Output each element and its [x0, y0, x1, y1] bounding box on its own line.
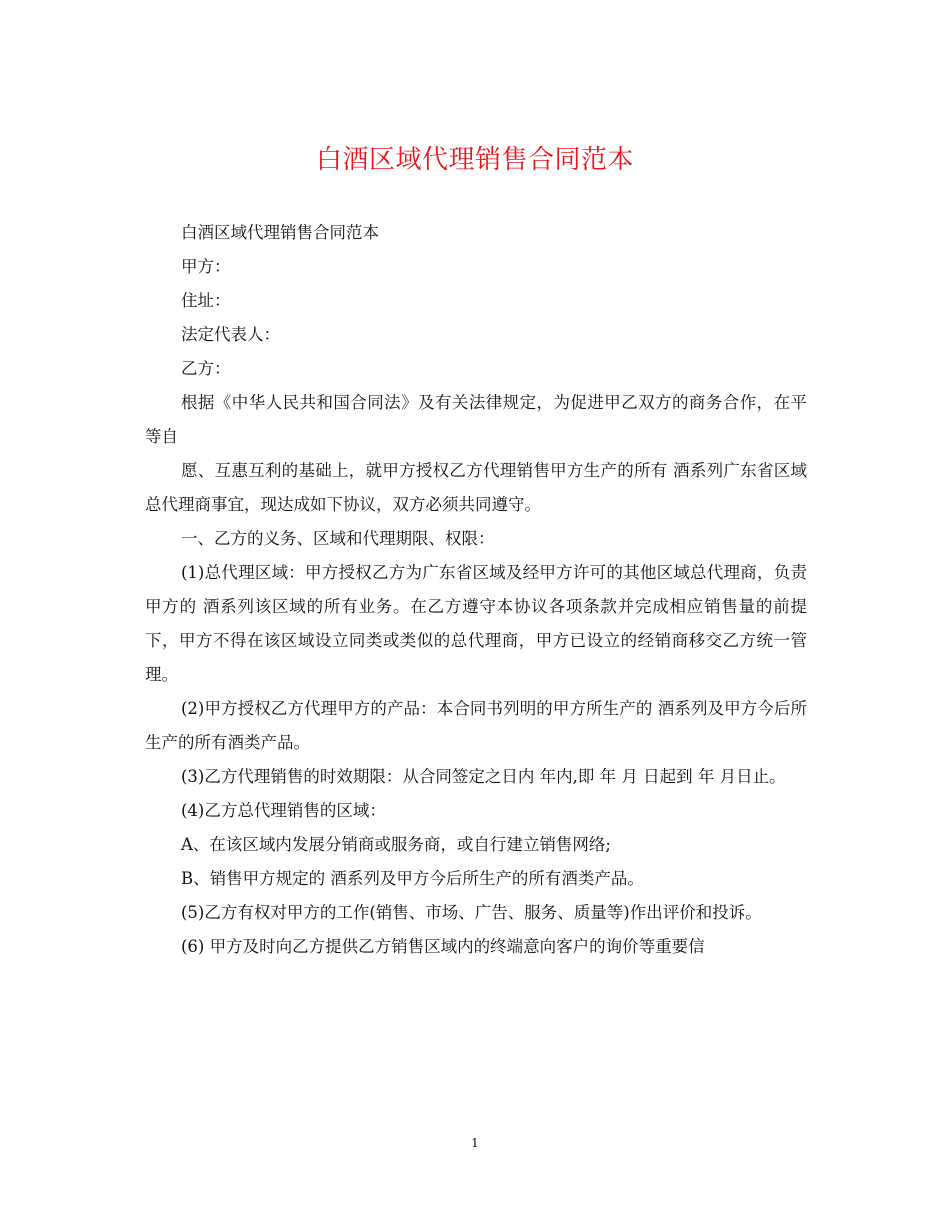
clause-4: (4)乙方总代理销售的区域： — [181, 801, 386, 820]
clause-3: (3)乙方代理销售的时效期限：从合同签定之日内 年内,即 年 月 日起到 年 月日止。 — [181, 767, 786, 786]
paragraph-party-b: 乙方： — [181, 359, 231, 378]
document-title: 白酒区域代理销售合同范本 — [315, 145, 634, 175]
paragraph-party-a: 甲方： — [181, 257, 231, 276]
page-number: 1 — [471, 1136, 479, 1150]
section-heading-1: 一、乙方的义务、区域和代理期限、权限： — [181, 529, 495, 548]
clause-5: (5)乙方有权对甲方的工作(销售、市场、广告、服务、质量等)作出评价和投诉。 — [181, 903, 762, 922]
clause-4-item-b: B、销售甲方规定的 酒系列及甲方今后所生产的所有酒类产品。 — [181, 869, 644, 888]
clause-1: (1)总代理区域：甲方授权乙方为广东省区域及经甲方许可的其他区域总代理商，负责甲方的 酒系列该区域的所有业务。在乙方遵守本协议各项条款并完成相应销售量的前提下，甲方不得在该区域设立同类或类似的总代理商，甲方已设立的经销商移交乙方统一管理。 — [145, 563, 807, 684]
paragraph-address: 住址： — [181, 291, 231, 310]
clause-6: (6) 甲方及时向乙方提供乙方销售区域内的终端意向客户的询价等重要信 — [181, 937, 705, 956]
paragraph-heading: 白酒区域代理销售合同范本 — [181, 223, 379, 242]
document-body — [145, 216, 807, 964]
clause-2: (2)甲方授权乙方代理甲方的产品：本合同书列明的甲方所生产的 酒系列及甲方今后所生产的所有酒类产品。 — [145, 699, 807, 752]
clause-4-item-a: A、在该区域内发展分销商或服务商，或自行建立销售网络; — [181, 835, 611, 854]
paragraph-preamble: 根据《中华人民共和国合同法》及有关法律规定，为促进甲乙双方的商务合作，在平等自 — [145, 393, 807, 446]
paragraph-legal-representative: 法定代表人： — [181, 325, 280, 344]
paragraph-preamble-continued: 愿、互惠互利的基础上，就甲方授权乙方代理销售甲方生产的所有 酒系列广东省区域总代理商事宜，现达成如下协议，双方必须共同遵守。 — [145, 461, 807, 514]
